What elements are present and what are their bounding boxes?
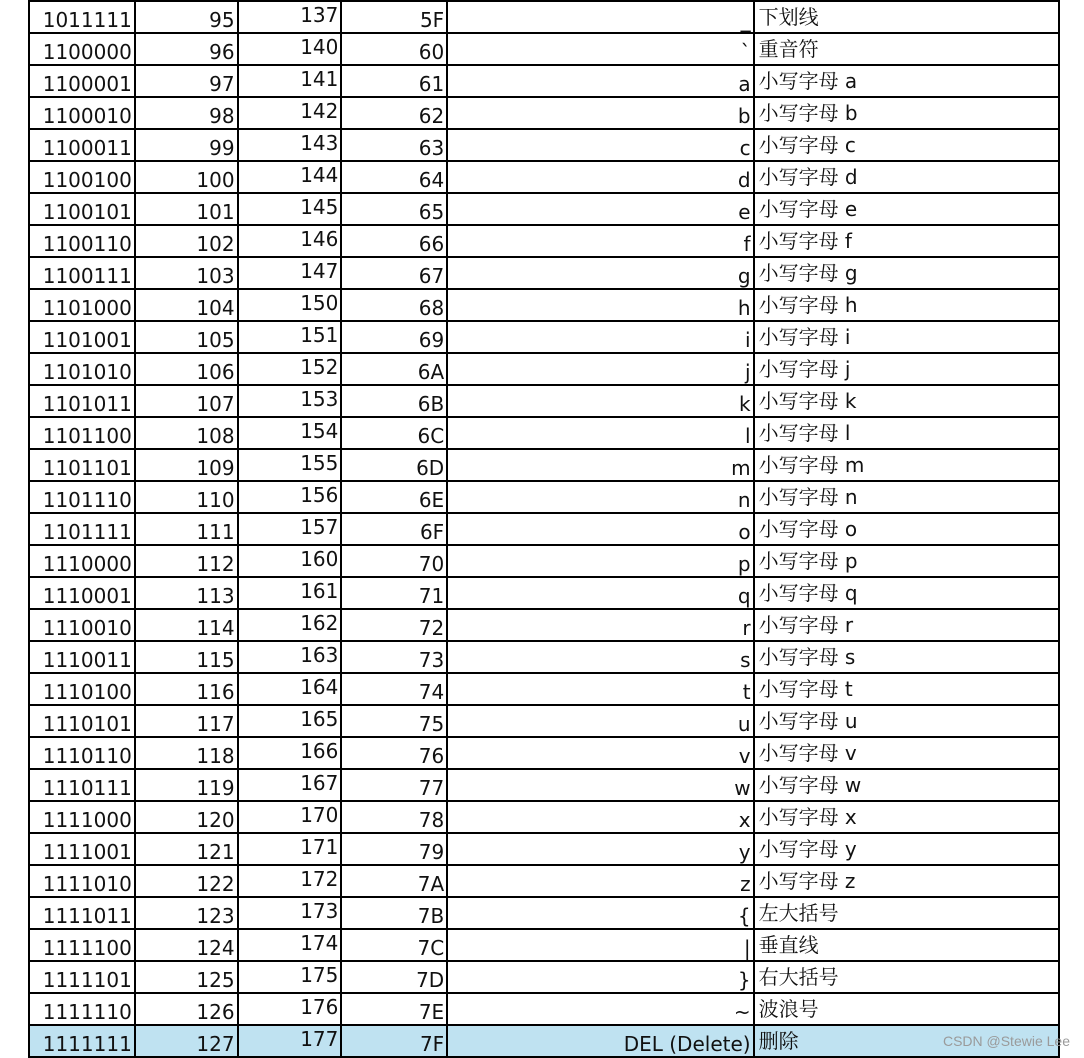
hex-cell: 62 — [342, 98, 448, 128]
description-cell: 小写字母 q — [758, 581, 858, 605]
decimal-cell: 125 — [136, 962, 239, 992]
char-cell: ` — [448, 34, 754, 64]
octal-cell: 173 — [239, 898, 343, 928]
octal-cell: 157 — [239, 514, 343, 544]
octal-cell: 167 — [239, 770, 343, 800]
description-cell: 下划线 — [758, 5, 819, 29]
octal-cell: 174 — [239, 930, 343, 960]
table-row — [30, 386, 1058, 418]
octal-cell: 163 — [239, 642, 343, 672]
binary-cell: 1100100 — [30, 162, 136, 192]
hex-cell: 60 — [342, 34, 448, 64]
binary-cell: 1111001 — [30, 834, 136, 864]
hex-cell: 68 — [342, 290, 448, 320]
char-cell: y — [448, 834, 754, 864]
hex-cell: 7D — [342, 962, 448, 992]
octal-cell: 151 — [239, 322, 343, 352]
description-cell: 小写字母 e — [758, 197, 858, 221]
char-cell: z — [448, 866, 754, 896]
hex-cell: 75 — [342, 706, 448, 736]
description-cell: 小写字母 a — [758, 69, 858, 93]
hex-cell: 79 — [342, 834, 448, 864]
binary-cell: 1100101 — [30, 194, 136, 224]
binary-cell: 1110111 — [30, 770, 136, 800]
octal-cell: 153 — [239, 386, 343, 416]
hex-cell: 63 — [342, 130, 448, 160]
hex-cell: 6C — [342, 418, 448, 448]
table-row — [30, 258, 1058, 290]
binary-cell: 1110101 — [30, 706, 136, 736]
char-cell: x — [448, 802, 754, 832]
description-cell: 小写字母 v — [758, 741, 857, 765]
char-cell: | — [448, 930, 754, 960]
binary-cell: 1101001 — [30, 322, 136, 352]
octal-cell: 161 — [239, 578, 343, 608]
binary-cell: 1111111 — [30, 1026, 136, 1056]
description-cell: 重音符 — [758, 37, 819, 61]
char-cell: j — [448, 354, 754, 384]
binary-cell: 1101111 — [30, 514, 136, 544]
char-cell: v — [448, 738, 754, 768]
hex-cell: 7A — [342, 866, 448, 896]
description-cell: 小写字母 s — [758, 645, 856, 669]
description-cell: 小写字母 g — [758, 261, 858, 285]
hex-cell: 72 — [342, 610, 448, 640]
binary-cell: 1110110 — [30, 738, 136, 768]
octal-cell: 146 — [239, 226, 343, 256]
description-cell: 小写字母 x — [758, 805, 857, 829]
table-row — [30, 770, 1058, 802]
decimal-cell: 107 — [136, 386, 239, 416]
char-cell: b — [448, 98, 754, 128]
char-cell: i — [448, 322, 754, 352]
char-cell: DEL (Delete) — [448, 1026, 754, 1056]
table-row — [30, 898, 1058, 930]
decimal-cell: 126 — [136, 994, 239, 1024]
decimal-cell: 113 — [136, 578, 239, 608]
octal-cell: 172 — [239, 866, 343, 896]
description-cell: 小写字母 h — [758, 293, 858, 317]
char-cell: k — [448, 386, 754, 416]
description-cell: 小写字母 k — [758, 389, 857, 413]
description-cell: 小写字母 m — [758, 453, 865, 477]
table-row — [30, 226, 1058, 258]
binary-cell: 1100011 — [30, 130, 136, 160]
description-cell: 小写字母 r — [758, 613, 854, 637]
table-row — [30, 1026, 1058, 1058]
char-cell: g — [448, 258, 754, 288]
description-cell: 小写字母 y — [758, 837, 857, 861]
decimal-cell: 99 — [136, 130, 239, 160]
description-cell: 小写字母 b — [758, 101, 858, 125]
octal-cell: 177 — [239, 1026, 343, 1056]
binary-cell: 1110000 — [30, 546, 136, 576]
hex-cell: 5F — [342, 2, 448, 32]
octal-cell: 171 — [239, 834, 343, 864]
char-cell: o — [448, 514, 754, 544]
char-cell: a — [448, 66, 754, 96]
hex-cell: 7F — [342, 1026, 448, 1056]
char-cell: { — [448, 898, 754, 928]
decimal-cell: 112 — [136, 546, 239, 576]
table-row — [30, 514, 1058, 546]
description-cell: 小写字母 f — [758, 229, 852, 253]
binary-cell: 1110010 — [30, 610, 136, 640]
binary-cell: 1101000 — [30, 290, 136, 320]
table-row — [30, 98, 1058, 130]
octal-cell: 137 — [239, 2, 343, 32]
hex-cell: 6E — [342, 482, 448, 512]
decimal-cell: 116 — [136, 674, 239, 704]
table-row — [30, 706, 1058, 738]
table-row — [30, 930, 1058, 962]
binary-cell: 1111000 — [30, 802, 136, 832]
decimal-cell: 101 — [136, 194, 239, 224]
decimal-cell: 109 — [136, 450, 239, 480]
table-row — [30, 578, 1058, 610]
char-cell: c — [448, 130, 754, 160]
char-cell: q — [448, 578, 754, 608]
description-cell: 右大括号 — [758, 965, 839, 989]
binary-cell: 1111010 — [30, 866, 136, 896]
binary-cell: 1100001 — [30, 66, 136, 96]
decimal-cell: 121 — [136, 834, 239, 864]
hex-cell: 73 — [342, 642, 448, 672]
octal-cell: 162 — [239, 610, 343, 640]
hex-cell: 78 — [342, 802, 448, 832]
binary-cell: 1100110 — [30, 226, 136, 256]
hex-cell: 7E — [342, 994, 448, 1024]
hex-cell: 77 — [342, 770, 448, 800]
table-row — [30, 642, 1058, 674]
table-row — [30, 674, 1058, 706]
description-cell: 左大括号 — [758, 901, 839, 925]
description-cell: 小写字母 c — [758, 133, 856, 157]
char-cell: f — [448, 226, 754, 256]
table-row — [30, 610, 1058, 642]
table-row — [30, 2, 1058, 34]
char-cell: w — [448, 770, 754, 800]
table-row — [30, 322, 1058, 354]
binary-cell: 1100010 — [30, 98, 136, 128]
binary-cell: 1100000 — [30, 34, 136, 64]
octal-cell: 150 — [239, 290, 343, 320]
decimal-cell: 122 — [136, 866, 239, 896]
binary-cell: 1011111 — [30, 2, 136, 32]
table-row — [30, 66, 1058, 98]
char-cell: _ — [448, 2, 754, 32]
binary-cell: 1101100 — [30, 418, 136, 448]
binary-cell: 1111101 — [30, 962, 136, 992]
decimal-cell: 104 — [136, 290, 239, 320]
decimal-cell: 100 — [136, 162, 239, 192]
char-cell: s — [448, 642, 754, 672]
char-cell: p — [448, 546, 754, 576]
table-row — [30, 162, 1058, 194]
table-row — [30, 994, 1058, 1026]
ascii-table — [28, 0, 1060, 1058]
decimal-cell: 108 — [136, 418, 239, 448]
binary-cell: 1101110 — [30, 482, 136, 512]
table-row — [30, 418, 1058, 450]
description-cell: 小写字母 p — [758, 549, 858, 573]
octal-cell: 156 — [239, 482, 343, 512]
table-row — [30, 194, 1058, 226]
binary-cell: 1111110 — [30, 994, 136, 1024]
decimal-cell: 110 — [136, 482, 239, 512]
table-row — [30, 546, 1058, 578]
octal-cell: 142 — [239, 98, 343, 128]
table-row — [30, 482, 1058, 514]
table-row — [30, 834, 1058, 866]
description-cell: 垂直线 — [758, 933, 819, 957]
watermark: CSDN @Stewie Lee — [942, 1033, 1070, 1049]
hex-cell: 6B — [342, 386, 448, 416]
hex-cell: 66 — [342, 226, 448, 256]
table-row — [30, 962, 1058, 994]
octal-cell: 154 — [239, 418, 343, 448]
decimal-cell: 98 — [136, 98, 239, 128]
binary-cell: 1110100 — [30, 674, 136, 704]
description-cell: 删除 — [758, 1029, 799, 1053]
char-cell: u — [448, 706, 754, 736]
octal-cell: 175 — [239, 962, 343, 992]
table-row — [30, 866, 1058, 898]
char-cell: ~ — [448, 994, 754, 1024]
hex-cell: 71 — [342, 578, 448, 608]
decimal-cell: 111 — [136, 514, 239, 544]
description-cell: 小写字母 j — [758, 357, 851, 381]
octal-cell: 170 — [239, 802, 343, 832]
table-row — [30, 802, 1058, 834]
binary-cell: 1101010 — [30, 354, 136, 384]
decimal-cell: 117 — [136, 706, 239, 736]
decimal-cell: 115 — [136, 642, 239, 672]
hex-cell: 64 — [342, 162, 448, 192]
binary-cell: 1100111 — [30, 258, 136, 288]
decimal-cell: 118 — [136, 738, 239, 768]
octal-cell: 164 — [239, 674, 343, 704]
hex-cell: 6A — [342, 354, 448, 384]
hex-cell: 6F — [342, 514, 448, 544]
octal-cell: 147 — [239, 258, 343, 288]
hex-cell: 69 — [342, 322, 448, 352]
decimal-cell: 123 — [136, 898, 239, 928]
char-cell: r — [448, 610, 754, 640]
table-row — [30, 450, 1058, 482]
description-cell: 小写字母 l — [758, 421, 851, 445]
table-row — [30, 34, 1058, 66]
description-cell: 小写字母 z — [758, 869, 856, 893]
hex-cell: 7B — [342, 898, 448, 928]
octal-cell: 143 — [239, 130, 343, 160]
hex-cell: 70 — [342, 546, 448, 576]
decimal-cell: 96 — [136, 34, 239, 64]
binary-cell: 1111011 — [30, 898, 136, 928]
binary-cell: 1101101 — [30, 450, 136, 480]
octal-cell: 141 — [239, 66, 343, 96]
char-cell: n — [448, 482, 754, 512]
octal-cell: 155 — [239, 450, 343, 480]
binary-cell: 1111100 — [30, 930, 136, 960]
description-cell: 小写字母 i — [758, 325, 851, 349]
octal-cell: 152 — [239, 354, 343, 384]
char-cell: d — [448, 162, 754, 192]
octal-cell: 144 — [239, 162, 343, 192]
description-cell: 小写字母 u — [758, 709, 858, 733]
binary-cell: 1101011 — [30, 386, 136, 416]
table-row — [30, 130, 1058, 162]
decimal-cell: 119 — [136, 770, 239, 800]
octal-cell: 166 — [239, 738, 343, 768]
decimal-cell: 127 — [136, 1026, 239, 1056]
description-cell: 小写字母 d — [758, 165, 858, 189]
hex-cell: 6D — [342, 450, 448, 480]
decimal-cell: 114 — [136, 610, 239, 640]
description-cell: 小写字母 n — [758, 485, 858, 509]
description-cell: 小写字母 t — [758, 677, 853, 701]
decimal-cell: 120 — [136, 802, 239, 832]
decimal-cell: 103 — [136, 258, 239, 288]
decimal-cell: 102 — [136, 226, 239, 256]
hex-cell: 76 — [342, 738, 448, 768]
description-cell: 小写字母 o — [758, 517, 858, 541]
table-row — [30, 290, 1058, 322]
description-cell: 波浪号 — [758, 997, 819, 1021]
decimal-cell: 124 — [136, 930, 239, 960]
octal-cell: 140 — [239, 34, 343, 64]
hex-cell: 61 — [342, 66, 448, 96]
table-row — [30, 738, 1058, 770]
decimal-cell: 97 — [136, 66, 239, 96]
char-cell: l — [448, 418, 754, 448]
hex-cell: 67 — [342, 258, 448, 288]
char-cell: e — [448, 194, 754, 224]
octal-cell: 145 — [239, 194, 343, 224]
hex-cell: 74 — [342, 674, 448, 704]
char-cell: m — [448, 450, 754, 480]
decimal-cell: 95 — [136, 2, 239, 32]
char-cell: t — [448, 674, 754, 704]
binary-cell: 1110001 — [30, 578, 136, 608]
char-cell: h — [448, 290, 754, 320]
char-cell: } — [448, 962, 754, 992]
description-cell: 小写字母 w — [758, 773, 862, 797]
decimal-cell: 106 — [136, 354, 239, 384]
hex-cell: 7C — [342, 930, 448, 960]
decimal-cell: 105 — [136, 322, 239, 352]
octal-cell: 165 — [239, 706, 343, 736]
binary-cell: 1110011 — [30, 642, 136, 672]
table-row — [30, 354, 1058, 386]
octal-cell: 176 — [239, 994, 343, 1024]
octal-cell: 160 — [239, 546, 343, 576]
hex-cell: 65 — [342, 194, 448, 224]
